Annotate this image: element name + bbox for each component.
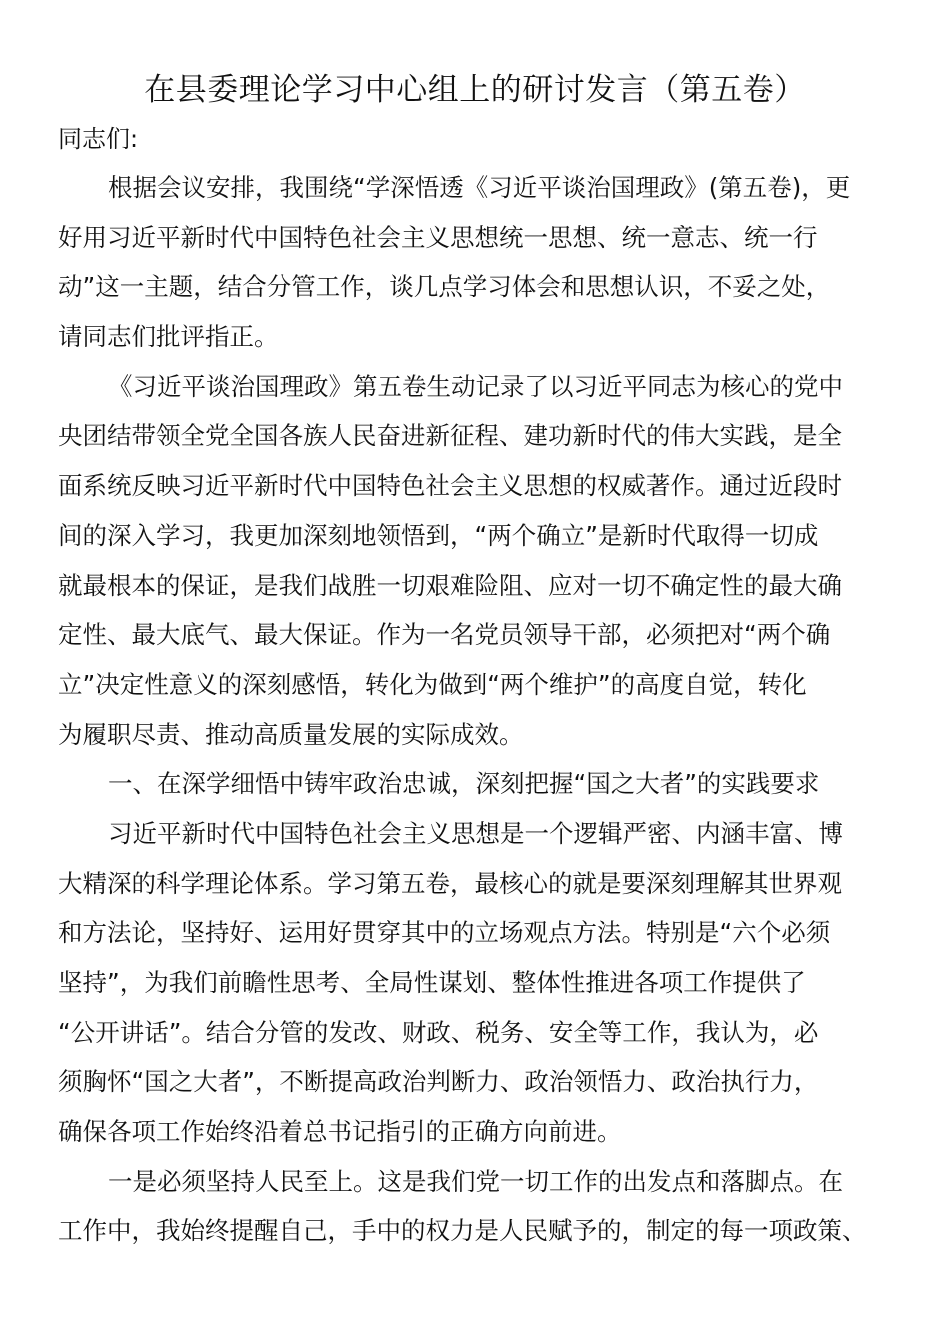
paragraph-3-line-1: 习近平新时代中国特色社会主义思想是一个逻辑严密、内涵丰富、博	[108, 818, 843, 848]
paragraph-4-line-1: 一是必须坚持人民至上。这是我们党一切工作的出发点和落脚点。在	[108, 1166, 843, 1196]
paragraph-2-line-1: 《习近平谈治国理政》第五卷生动记录了以习近平同志为核心的党中	[108, 371, 843, 401]
paragraph-3-line-6: 须胸怀“国之大者”，不断提高政治判断力、政治领悟力、政治执行力，	[58, 1067, 819, 1097]
paragraph-3-line-3: 和方法论，坚持好、运用好贯穿其中的立场观点方法。特别是“六个必须	[58, 918, 831, 948]
paragraph-3-line-4: 坚持”，为我们前瞻性思考、全局性谋划、整体性推进各项工作提供了	[58, 968, 806, 997]
paragraph-2-line-6: 定性、最大底气、最大保证。作为一名党员领导干部，必须把对“两个确	[58, 620, 831, 650]
paragraph-2-line-5: 就最根本的保证，是我们战胜一切艰难险阻、应对一切不确定性的最大确	[58, 570, 842, 600]
paragraph-2-line-3: 面系统反映习近平新时代中国特色社会主义思想的权威著作。通过近段时	[58, 471, 842, 501]
paragraph-1-line-1: 根据会议安排，我围绕“学深悟透《习近平谈治国理政》(第五卷)，更	[108, 173, 851, 202]
paragraph-2-line-7: 立”决定性意义的深刻感悟，转化为做到“两个维护”的高度自觉，转化	[58, 669, 807, 699]
paragraph-2-line-4: 间的深入学习，我更加深刻地领悟到，“两个确立”是新时代取得一切成	[58, 520, 819, 550]
document-title: 在县委理论学习中心组上的研讨发言（第五卷）	[144, 72, 806, 108]
paragraph-1-line-4: 请同志们批评指正。	[58, 322, 279, 352]
paragraph-2-line-2: 央团结带领全党全国各族人民奋进新征程、建功新时代的伟大实践，是全	[58, 421, 842, 451]
paragraph-3-line-5: “公开讲话”。结合分管的发改、财政、税务、安全等工作，我认为，必	[58, 1017, 819, 1047]
paragraph-3-line-2: 大精深的科学理论体系。学习第五卷，最核心的就是要深刻理解其世界观	[58, 868, 842, 898]
salutation: 同志们:	[58, 125, 139, 153]
paragraph-2-line-8: 为履职尽责、推动高质量发展的实际成效。	[58, 719, 524, 749]
paragraph-1-line-2: 好用习近平新时代中国特色社会主义思想统一思想、统一意志、统一行	[58, 222, 818, 252]
paragraph-3-line-7: 确保各项工作始终沿着总书记指引的正确方向前进。	[58, 1117, 622, 1147]
paragraph-4-line-2: 工作中，我始终提醒自己，手中的权力是人民赋予的，制定的每一项政策、	[58, 1216, 867, 1246]
paragraph-1-line-3: 动”这一主题，结合分管工作，谈几点学习体会和思想认识，不妥之处，	[58, 272, 831, 302]
section-1-heading: 一、在深学细悟中铸牢政治忠诚，深刻把握“国之大者”的实践要求	[108, 769, 820, 799]
document-body	[58, 163, 894, 1256]
